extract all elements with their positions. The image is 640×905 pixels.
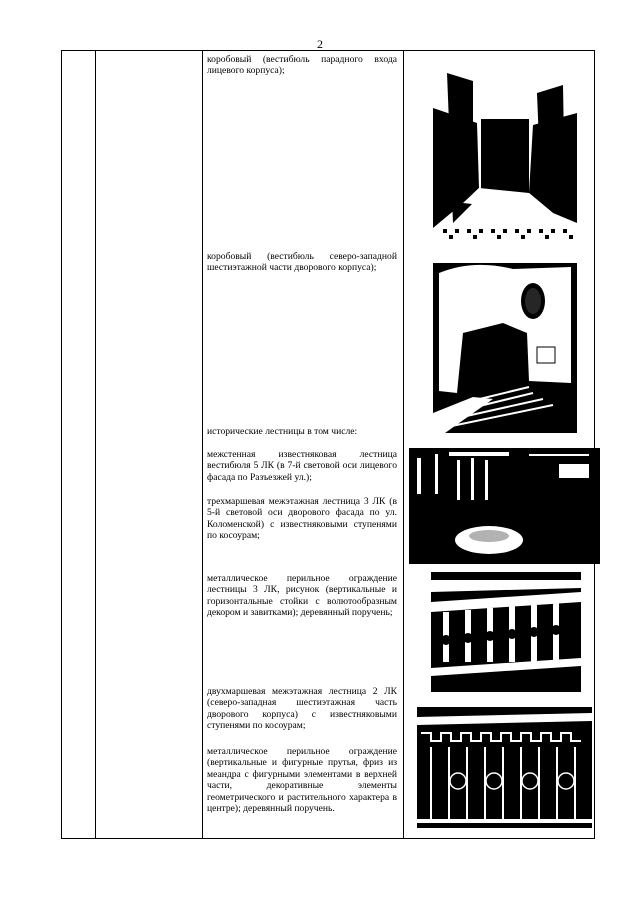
- description-text: коробовый (вестибюль парадного входа лицевого корпуса);: [207, 54, 397, 77]
- description-text: металлическое перильное ограждение лестницы 3 ЛК, рисунок (вертикальные и горизонтальные стойки с волютообразным декором и завитками); деревянный поручень;: [207, 573, 397, 619]
- railing-meander-photo: [417, 707, 592, 828]
- description-text: двухмаршевая межэтажная лестница 2 ЛК (северо-западная шестиэтажная часть дворового корпуса) с известняковыми ступенями по косоурам;: [207, 686, 397, 732]
- description-text: исторические лестницы в том числе:: [207, 426, 358, 437]
- column-divider-1: [95, 51, 96, 838]
- description-text: трехмаршевая межэтажная лестница 3 ЛК (в 5-й световой оси дворового фасада по ул. Коломенской) с известняковыми ступенями по косоурам;: [207, 496, 397, 542]
- description-text: металлическое перильное ограждение (вертикальные и фигурные прутья, фриз из меандра с фигурными элементами в верхней части, декоративные элементы геометрического и растительного характера в центре); деревянный поручень.: [207, 746, 397, 815]
- page-number: 2: [317, 37, 323, 51]
- description-text: коробовый (вестибюль северо-западной шестиэтажной части дворового корпуса);: [207, 251, 397, 274]
- railing-volutes-photo: [431, 572, 581, 692]
- column-divider-3: [403, 51, 404, 838]
- column-divider-2: [202, 51, 203, 838]
- stair-vestibule-photo: [409, 448, 600, 564]
- vestibule-corridor-photo: [433, 53, 577, 242]
- description-text: межстенная известняковая лестница вестибюля 5 ЛК (в 7-й световой оси лицевого фасада по Разъезжей ул.);: [207, 449, 397, 483]
- vestibule-arched-photo: [433, 263, 577, 433]
